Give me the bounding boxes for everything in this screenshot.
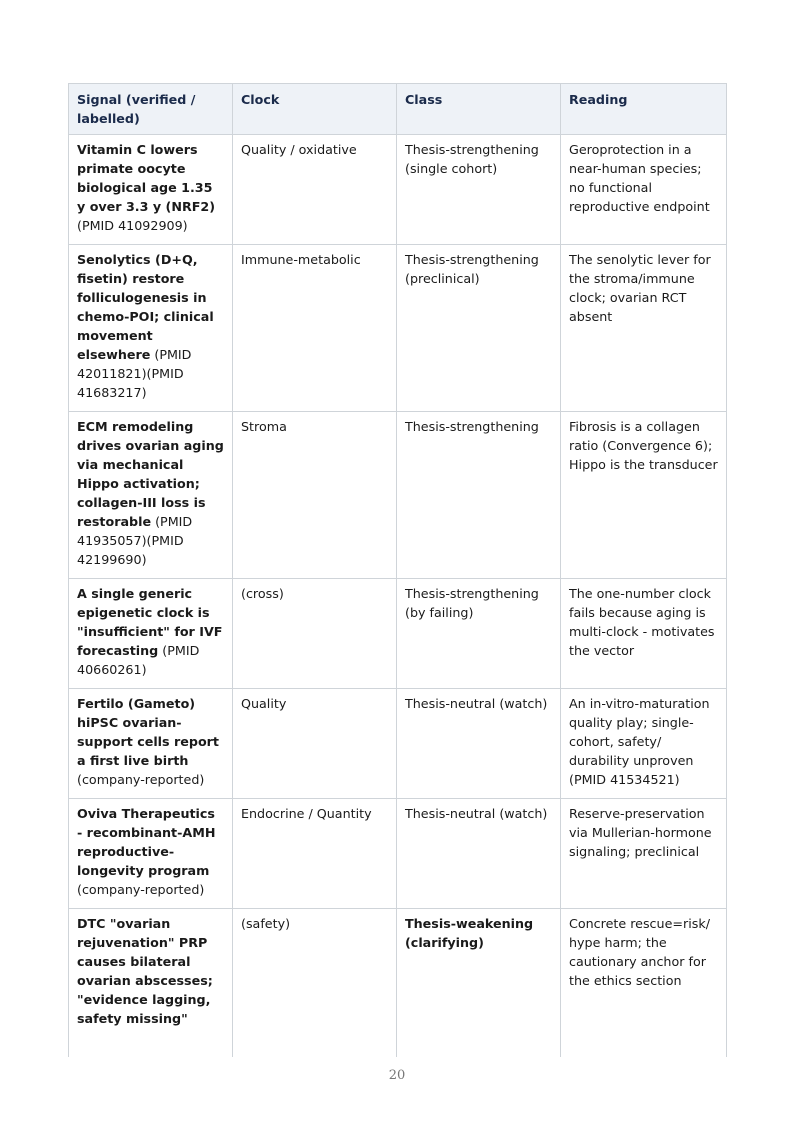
table-row (69, 245, 727, 412)
clock-cell: Quality (233, 689, 397, 799)
signal-cell (69, 135, 233, 245)
class-emphasis: Thesis-weakening (clarifying) (405, 916, 534, 950)
page-number: 20 (388, 1068, 406, 1083)
signal-title: DTC "ovarian rejuvenation" PRP causes bilateral ovarian abscesses; "evidence lagging, safety missing" (77, 916, 213, 1026)
table-row (69, 579, 727, 689)
header-signal: Signal (verified / labelled) (69, 84, 233, 135)
signal-cell (69, 689, 233, 799)
table-header-row (69, 84, 727, 135)
clock-cell: Endocrine / Quantity (233, 799, 397, 909)
class-cell: Thesis-strengthening (by failing) (397, 579, 561, 689)
class-cell: Thesis-neutral (watch) (397, 689, 561, 799)
signal-title: Fertilo (Gameto) hiPSC ovarian-support cells report a first live birth (77, 696, 219, 768)
signal-cell (69, 799, 233, 909)
signal-reference: (company-reported) (77, 772, 205, 787)
signal-reference: (PMID 41935057)(PMID 42199690) (77, 514, 193, 567)
signal-reference: (PMID 42011821)(PMID 41683217) (77, 347, 192, 400)
class-cell: Thesis-neutral (watch) (397, 799, 561, 909)
clock-cell: (cross) (233, 579, 397, 689)
signal-reference: (PMID 41092909) (77, 218, 188, 233)
reading-cell: Fibrosis is a collagen ratio (Convergence 6); Hippo is the transducer (561, 412, 727, 579)
evidence-table (68, 83, 727, 1057)
clock-cell: Quality / oxidative (233, 135, 397, 245)
class-cell: Thesis-strengthening (397, 412, 561, 579)
reading-cell: Reserve-preservation via Mullerian-hormone signaling; preclinical (561, 799, 727, 909)
header-clock: Clock (233, 84, 397, 135)
clock-cell: Immune-metabolic (233, 245, 397, 412)
reading-cell: Concrete rescue=risk/ hype harm; the cautionary anchor for the ethics section (561, 909, 727, 1058)
signal-title: ECM remodeling drives ovarian aging via mechanical Hippo activation; collagen-III loss is restorable (77, 419, 224, 529)
clock-cell: Stroma (233, 412, 397, 579)
table-row (69, 135, 727, 245)
signal-title: Vitamin C lowers primate oocyte biological age 1.35 y over 3.3 y (NRF2) (77, 142, 216, 214)
signal-cell (69, 412, 233, 579)
reading-cell: An in-vitro-maturation quality play; single-cohort, safety/ durability unproven (PMID 41534521) (561, 689, 727, 799)
reading-cell: Geroprotection in a near-human species; no functional reproductive endpoint (561, 135, 727, 245)
signal-title: Oviva Therapeutics - recombinant-AMH reproductive-longevity program (77, 806, 216, 878)
table-row (69, 799, 727, 909)
signal-cell (69, 245, 233, 412)
header-reading: Reading (561, 84, 727, 135)
table-row (69, 689, 727, 799)
table-row (69, 909, 727, 1058)
table-row (69, 412, 727, 579)
class-cell: Thesis-strengthening (preclinical) (397, 245, 561, 412)
signal-title: A single generic epigenetic clock is "insufficient" for IVF forecasting (77, 586, 223, 658)
signal-cell (69, 909, 233, 1058)
header-class: Class (397, 84, 561, 135)
signal-title: Senolytics (D+Q, fisetin) restore folliculogenesis in chemo-POI; clinical movement elsewhere (77, 252, 214, 362)
class-cell: Thesis-strengthening (single cohort) (397, 135, 561, 245)
reading-cell: The senolytic lever for the stroma/immune clock; ovarian RCT absent (561, 245, 727, 412)
class-cell (397, 909, 561, 1058)
signal-reference: (company-reported) (77, 882, 205, 897)
clock-cell: (safety) (233, 909, 397, 1058)
signal-reference: (PMID 40660261) (77, 643, 200, 677)
signal-cell (69, 579, 233, 689)
reading-cell: The one-number clock fails because aging is multi-clock - motivates the vector (561, 579, 727, 689)
